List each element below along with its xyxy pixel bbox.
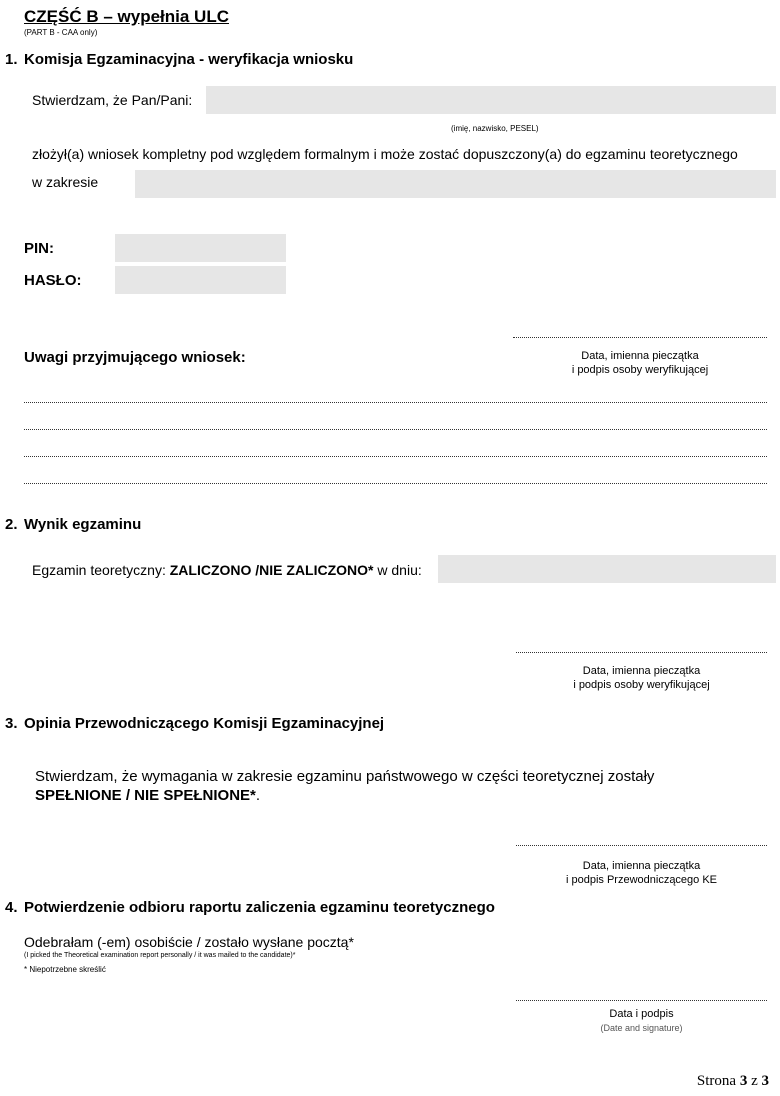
signature-line-2 <box>516 652 767 653</box>
section-1-title: Komisja Egzaminacyjna - weryfikacja wniosku <box>24 51 354 68</box>
scope-field[interactable] <box>135 170 776 198</box>
section-2-number: 2. <box>5 516 18 533</box>
signature-caption-1-line2: i podpis osoby weryfikującej <box>571 364 709 376</box>
opinion-statement: Stwierdzam, że wymagania w zakresie egzaminu państwowego w części teoretycznej zostały <box>35 768 655 785</box>
pin-label: PIN: <box>24 240 54 257</box>
signature-caption-4 <box>516 1007 767 1035</box>
signature-caption-2 <box>516 664 767 692</box>
footnote: * Niepotrzebne skreślić <box>24 965 106 974</box>
password-field[interactable] <box>115 266 286 294</box>
page-number-total: 3 <box>761 1073 769 1089</box>
pin-field[interactable] <box>115 234 286 262</box>
signature-caption-3-line1: Data, imienna pieczątka <box>582 860 701 872</box>
page-number-current: 3 <box>739 1073 748 1089</box>
exam-result[interactable]: ZALICZONO /NIE ZALICZONO* <box>169 562 374 578</box>
signature-caption-2-line2: i podpis osoby weryfikującej <box>573 679 710 691</box>
section-3-title: Opinia Przewodniczącego Komisji Egzaminacyjnej <box>24 715 385 732</box>
page-subtitle: (PART B - CAA only) <box>24 28 98 37</box>
signature-caption-1-line1: Data, imienna pieczątka <box>581 350 699 362</box>
exam-date-label: w dniu: <box>377 562 422 578</box>
eligibility-sentence: złożył(a) wniosek kompletny pod względem formalnym i może zostać dopuszczony(a) do egzaminu teoretycznego <box>32 146 738 162</box>
page-number-prefix: Strona <box>696 1073 737 1089</box>
signature-caption-3 <box>516 859 767 887</box>
applicant-label: Stwierdzam, że Pan/Pani: <box>32 92 193 108</box>
signature-caption-3-line2: i podpis Przewodniczącego KE <box>565 874 718 886</box>
exam-result-line <box>32 562 422 578</box>
page-number <box>697 1073 769 1090</box>
scope-label: w zakresie <box>32 174 99 190</box>
signature-caption-4-line1: Data i podpis <box>609 1008 674 1020</box>
exam-label: Egzamin teoretyczny: <box>32 562 166 578</box>
applicant-hint: (imię, nazwisko, PESEL) <box>451 124 539 133</box>
opinion-result-end: . <box>255 787 261 804</box>
applicant-field[interactable] <box>206 86 776 114</box>
section-4-title: Potwierdzenie odbioru raportu zaliczenia egzaminu teoretycznego <box>24 899 495 916</box>
section-4-number: 4. <box>5 899 18 916</box>
exam-date-field[interactable] <box>438 555 776 583</box>
opinion-result[interactable]: SPEŁNIONE / NIE SPEŁNIONE* <box>35 787 256 804</box>
page-number-sep: z <box>751 1073 758 1089</box>
remarks-line[interactable] <box>24 456 767 457</box>
signature-caption-2-line1: Data, imienna pieczątka <box>582 665 701 677</box>
opinion-result-line <box>35 787 260 804</box>
remarks-line[interactable] <box>24 402 767 403</box>
section-2-title: Wynik egzaminu <box>24 516 142 533</box>
remarks-line[interactable] <box>24 483 767 484</box>
receipt-statement[interactable]: Odebrałam (-em) osobiście / zostało wysłane pocztą* <box>24 934 354 950</box>
password-label: HASŁO: <box>24 272 82 289</box>
signature-line-4 <box>516 1000 767 1001</box>
signature-caption-1 <box>513 349 767 377</box>
page-title: CZĘŚĆ B – wypełnia ULC <box>24 7 229 26</box>
section-3-number: 3. <box>5 715 18 732</box>
signature-line-3 <box>516 845 767 846</box>
remarks-label: Uwagi przyjmującego wniosek: <box>24 349 246 366</box>
section-1-number: 1. <box>5 51 18 68</box>
signature-line-1 <box>513 337 767 338</box>
signature-caption-4-line2: (Date and signature) <box>600 1023 683 1033</box>
receipt-statement-en: (I picked the Theoretical examination report personally / it was mailed to the candidate)* <box>24 952 296 959</box>
remarks-line[interactable] <box>24 429 767 430</box>
